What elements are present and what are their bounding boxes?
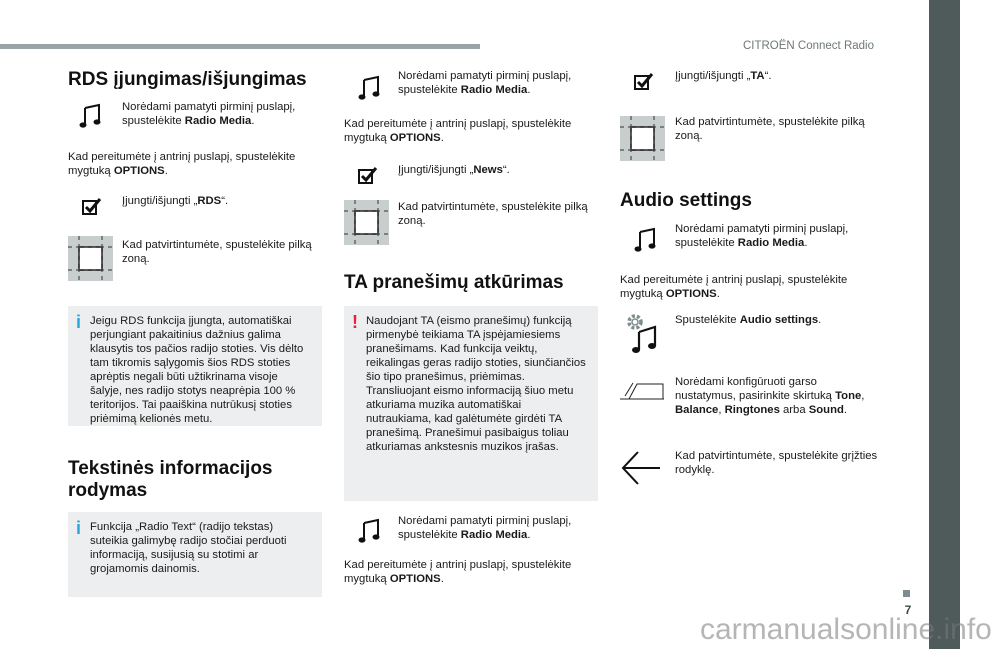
info-icon: i xyxy=(76,518,82,538)
step-text: Kad patvirtintumėte, spustelėkite pilką zoną. xyxy=(122,239,312,265)
step-text: Kad patvirtintumėte, spustelėkite pilką zoną. xyxy=(675,116,865,142)
paragraph: Kad pereitumėte į antrinį puslapį, spustelėkite mygtuką OPTIONS. xyxy=(344,559,572,585)
info-box: i Funkcija „Radio Text“ (radijo tekstas) suteikia galimybę radijo stočiai perduoti informaciją, susijusią su stotimi ar grojamomis dainomis. xyxy=(68,512,322,597)
info-box: i Jeigu RDS funkcija įjungta, automatiškai perjungiant pakaitinius dažnius galima klausytis tos pačios radijo stoties. Vis dėlto tam tikromis sąlygomis šios RDS stoties aprėptis negali būti užtikrinama visoje šalyje, nes radijo stotys neaprėpia 100 % teritorijos. Tai paaiškina nutrūkusį stoties priėmimą kelionės metu. xyxy=(68,306,322,426)
music-note-icon xyxy=(634,228,656,256)
grey-zone-icon xyxy=(68,236,113,285)
heading-ta: TA pranešimų atkūrimas xyxy=(344,272,564,293)
paragraph: Kad pereitumėte į antrinį puslapį, spustelėkite mygtuką OPTIONS. xyxy=(344,118,572,144)
step-text: Norėdami konfigūruoti garso nustatymus, pasirinkite skirtuką Tone, Balance, Ringtones arba Sound. xyxy=(675,376,865,416)
checkbox-icon xyxy=(634,72,654,94)
top-rule xyxy=(0,44,480,49)
side-bar xyxy=(929,0,960,649)
end-marker xyxy=(903,590,910,597)
back-arrow-icon xyxy=(620,450,662,490)
checkbox-icon xyxy=(82,197,102,219)
checkbox-icon xyxy=(358,166,378,188)
step-text: Kad patvirtintumėte, spustelėkite pilką zoną. xyxy=(398,201,588,227)
step-text: Norėdami pamatyti pirminį puslapį, spustelėkite Radio Media. xyxy=(398,515,572,541)
paragraph: Kad pereitumėte į antrinį puslapį, spustelėkite mygtuką OPTIONS. xyxy=(68,151,296,177)
tab-icon xyxy=(619,381,665,405)
grey-zone-icon xyxy=(344,200,389,249)
step-text: Norėdami pamatyti pirminį puslapį, spustelėkite Radio Media. xyxy=(122,101,296,127)
step-text: Įjungti/išjungti „News“. xyxy=(398,164,510,176)
music-note-icon xyxy=(358,76,380,104)
watermark: carmanualsonline.info xyxy=(700,613,992,646)
step-text: Kad patvirtintumėte, spustelėkite grįžties rodyklę. xyxy=(675,450,878,476)
heading-text-info: Tekstinės informacijos rodymas xyxy=(68,458,273,501)
music-note-icon xyxy=(358,519,380,547)
warning-icon: ! xyxy=(352,312,358,332)
step-text: Norėdami pamatyti pirminį puslapį, spustelėkite Radio Media. xyxy=(675,223,849,249)
heading-rds: RDS įjungimas/išjungimas xyxy=(68,69,307,90)
step-text: Spustelėkite Audio settings. xyxy=(675,314,822,326)
info-icon: i xyxy=(76,312,82,332)
step-text: Įjungti/išjungti „RDS“. xyxy=(122,195,229,207)
page-number: 7 xyxy=(904,603,912,617)
grey-zone-icon xyxy=(620,116,665,165)
step-text: Įjungti/išjungti „TA“. xyxy=(675,70,772,82)
audio-settings-icon xyxy=(625,312,661,358)
heading-audio-settings: Audio settings xyxy=(620,190,752,211)
warning-box: ! Naudojant TA (eismo pranešimų) funkciją pirmenybė teikiama TA įspėjamiesiems pranešimams. Kad funkcija veiktų, reikalingas geras radijo stoties, siunčiančios šio tipo pranešimus, priėmimas. Transliuojant eismo informaciją šiuo metu atkuriama muzika automatiškai nutraukiama, kad galėtumėte girdėti TA pranešimą. Pranešimui pasibaigus toliau atkuriamas ankstesnis muzikos įrašas. xyxy=(344,306,598,501)
music-note-icon xyxy=(79,104,101,132)
header-title: CITROËN Connect Radio xyxy=(742,40,874,52)
paragraph: Kad pereitumėte į antrinį puslapį, spustelėkite mygtuką OPTIONS. xyxy=(620,274,848,300)
step-text: Norėdami pamatyti pirminį puslapį, spustelėkite Radio Media. xyxy=(398,70,572,96)
